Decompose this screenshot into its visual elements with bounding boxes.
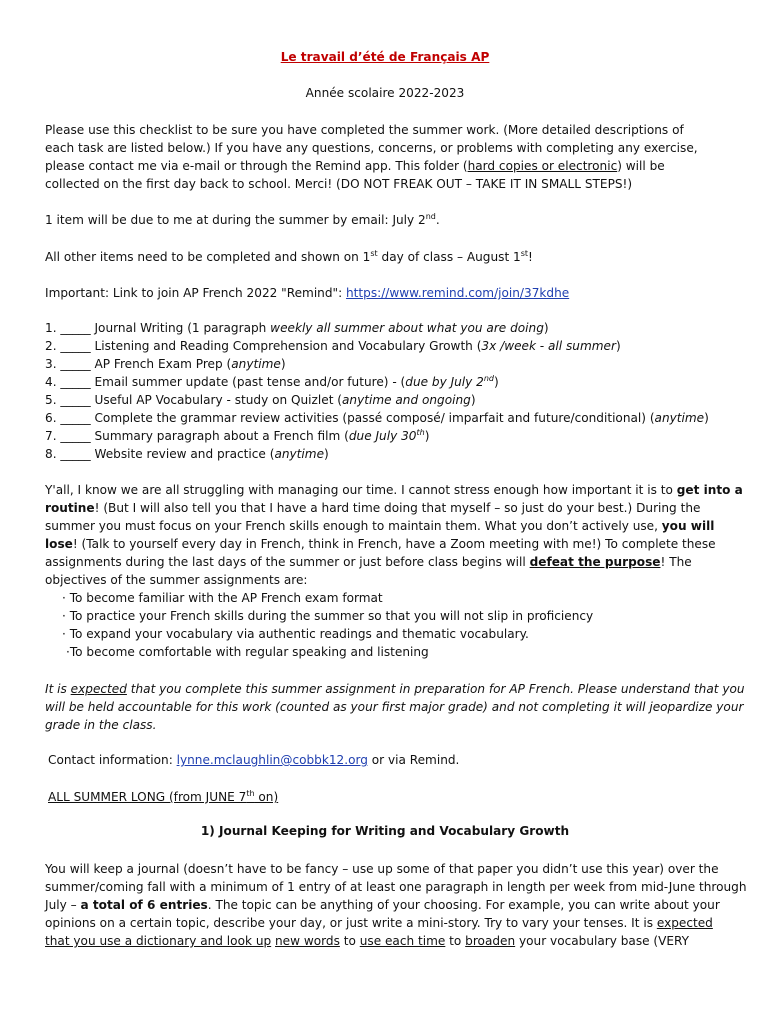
section-1-title: 1) Journal Keeping for Writing and Vocabulary Growth (200, 824, 570, 838)
document-page: Le travail d’été de Français AP Année scolaire 2022-2023 Please use this checklist to be sure you have completed the summer work. (More detailed descriptions of each task are listed below.) If you have any questions, concerns, or problems with completing any exercise, please contact me via e-mail or through the Remind app. This folder (hard copies or electronic) will be collected on the first day back to school. Merci! (DO NOT FREAK OUT – TAKE IT IN SMALL STEPS!) 1 item will be due to me at during the summer by email: July 2nd. All other items need to be completed and shown on 1st day of class – August 1st! Important: Link to join AP French 2022 "Remind": https://www.remind.com/join/37kdhe 1. _____ Journal Writing (1 paragraph weekly all summer about what you are doing) 2. _____ Listening and Reading Comprehension and Vocabulary Growth (3x /week - all summer) 3. _____ AP French Exam Prep (anytime) 4. _____ Email summer update (past tense and/or future) - (due by July 2nd) 5. _____ Useful AP Vocabulary - study on Quizlet (anytime and ongoing) 6. _____ Complete the grammar review activities (passé composé/ imparfait and future/conditional) (anytime) 7. _____ Summary paragraph about a French film (due July 30th) 8. _____ Website review and practice (anytime) Y'all, I know we are all struggling with managing our time. I cannot stress enough how important it is to get into a routine! (But I will also tell you that I have a hard time doing that myself – so just do your best.) During the summer you must focus on your French skills enough to maintain them. What you don’t actively use, you will lose! (Talk to yourself every day in French, think in French, have a Zoom meeting with me!) To complete these assignments during the last days of the summer or just before class begins will defeat the purpose! The objectives of the summer assignments are: · To become familiar with the AP French exam format · To practice your French skills during the summer so that you will not slip in proficiency · To expand your vocabulary via authentic readings and thematic vocabulary. ·To become comfortable with regular speaking and listening It is expected that you complete this summer assignment in preparation for AP French. Please understand that you will be held accountable for this work (counted as your first major grade) and not completing it will jeopardize your grade in the class. Contact information: lynne.mclaughlin@cobbk12.org or via Remind. ALL SUMMER LONG (from JUNE 7th on) 1) Journal Keeping for Writing and Vocabulary Growth You will keep a journal (doesn’t have to be fancy – use up some of that paper you didn’t use this year) over the summer/coming fall with a minimum of 1 entry of at least one paragraph in length per week from mid-June through July – a total of 6 entries. The topic can be anything of your choosing. For example, you can write about your opinions on a certain topic, describe your day, or just write a mini-story. Try to vary your tenses. It is expected that you use a dictionary and look up new words to use each time to broaden your vocabulary base (VERY (0, 0, 770, 1024)
summer-heading: ALL SUMMER LONG (from JUNE 7th on) (48, 788, 279, 804)
checklist-item: 1. _____ Journal Writing (1 paragraph weekly all summer about what you are doing) (45, 321, 549, 335)
school-year: Année scolaire 2022-2023 (305, 86, 465, 100)
checklist-item: 5. _____ Useful AP Vocabulary - study on Quizlet (anytime and ongoing) (45, 393, 476, 407)
contact-email-link[interactable]: lynne.mclaughlin@cobbk12.org (176, 753, 368, 767)
objective-item: · To expand your vocabulary via authentic readings and thematic vocabulary. (62, 627, 529, 641)
checklist-item: 6. _____ Complete the grammar review activities (passé composé/ imparfait and future/conditional) (anytime) (45, 411, 709, 425)
objective-item: · To practice your French skills during the summer so that you will not slip in proficiency (62, 609, 594, 623)
objective-item: · To become familiar with the AP French exam format (62, 591, 383, 605)
checklist-item: 8. _____ Website review and practice (anytime) (45, 447, 329, 461)
checklist-item: 7. _____ Summary paragraph about a French film (due July 30th) (45, 427, 430, 443)
remind-line: Important: Link to join AP French 2022 "Remind": https://www.remind.com/join/37kdhe (45, 286, 570, 300)
checklist-item: 3. _____ AP French Exam Prep (anytime) (45, 357, 286, 371)
class-due-line: All other items need to be completed and shown on 1st day of class – August 1st! (45, 248, 533, 264)
document-title: Le travail d’été de Français AP (280, 50, 490, 64)
checklist-item: 4. _____ Email summer update (past tense and/or future) - (due by July 2nd) (45, 373, 499, 389)
remind-link[interactable]: https://www.remind.com/join/37kdhe (346, 286, 570, 300)
objective-item: ·To become comfortable with regular speaking and listening (66, 645, 429, 659)
checklist-item: 2. _____ Listening and Reading Comprehension and Vocabulary Growth (3x /week - all summer) (45, 339, 621, 353)
email-due-line: 1 item will be due to me at during the summer by email: July 2nd. (45, 211, 440, 227)
contact-line: Contact information: lynne.mclaughlin@cobbk12.org or via Remind. (48, 753, 460, 767)
